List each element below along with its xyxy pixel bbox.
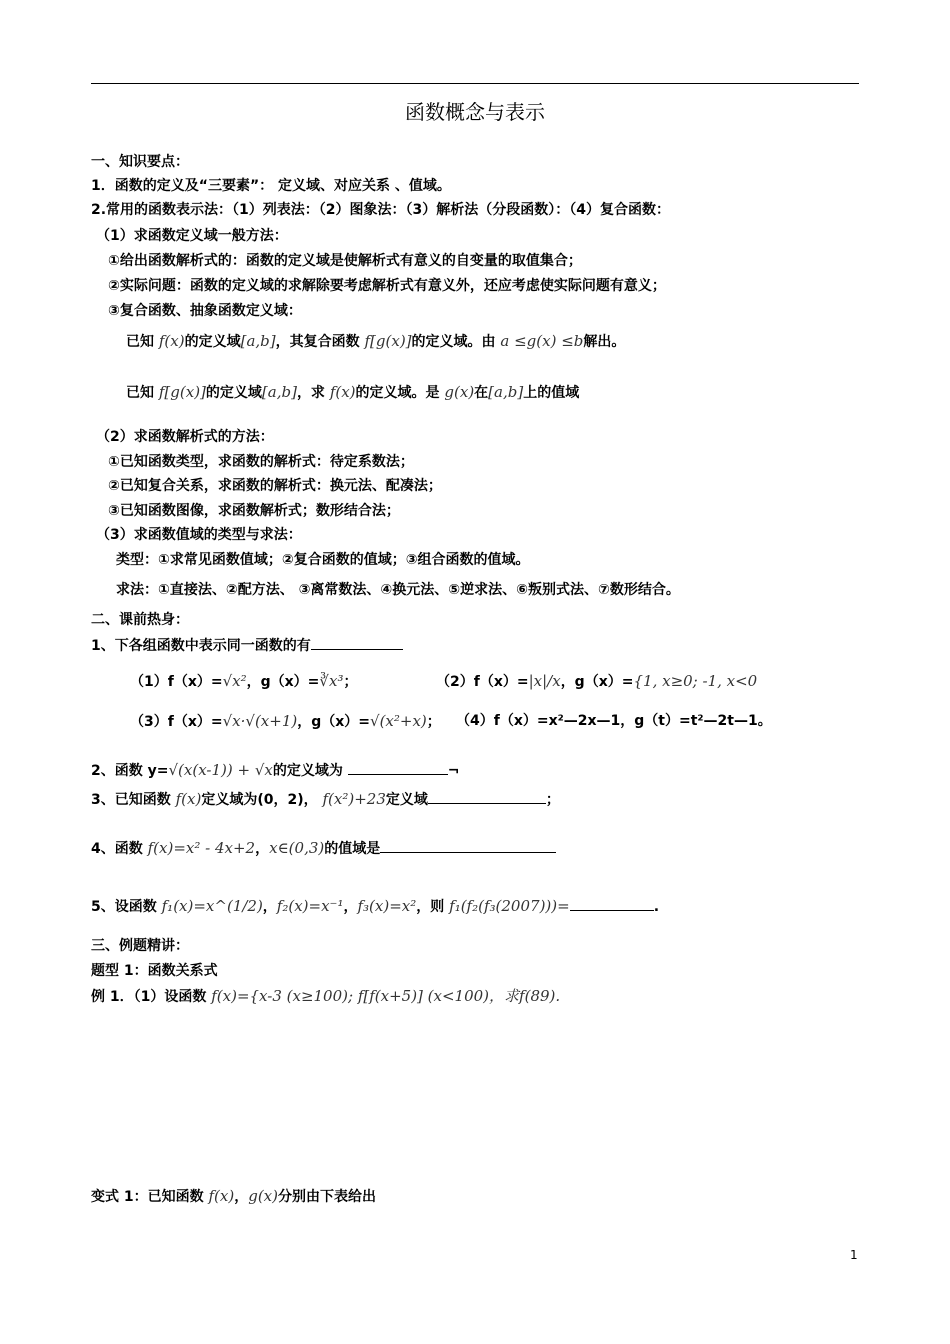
- text-segment: 已知: [126, 334, 159, 350]
- text-segment: 的定义域为: [272, 763, 348, 779]
- text-segment: 1、下各组函数中表示同一函数的有: [91, 638, 311, 654]
- text-segment: 题型 1：函数关系式: [91, 963, 218, 979]
- math-expression: √(x²+x): [370, 712, 427, 730]
- text-line-l1: [91, 152, 189, 172]
- text-line-l20: [436, 671, 757, 692]
- text-segment: 二、课前热身：: [91, 612, 189, 628]
- math-expression: g(x): [248, 1187, 278, 1205]
- text-segment: ；: [426, 714, 441, 730]
- page-title: 函数概念与表示: [405, 100, 545, 124]
- text-line-l13: [108, 501, 400, 521]
- text-segment: 的定义域: [184, 334, 241, 350]
- text-line-l28: [91, 961, 218, 981]
- math-expression: f₁(f₂(f₃(2007)))=: [449, 897, 570, 915]
- text-line-l3: [91, 200, 670, 220]
- math-expression: f(x): [208, 1187, 235, 1205]
- text-line-l27: [91, 936, 189, 956]
- text-segment: ¬: [447, 763, 460, 779]
- text-segment: 一、知识要点：: [91, 154, 189, 170]
- text-line-l18: [91, 635, 403, 656]
- text-segment: ；: [545, 792, 560, 808]
- text-line-l10: [96, 427, 274, 447]
- text-segment: 定义域为(0，2)，: [201, 792, 323, 808]
- text-line-l4: [96, 226, 288, 246]
- math-expression: [a,b]: [488, 383, 524, 401]
- math-expression: [a,b]: [261, 383, 297, 401]
- math-expression: √x·√(x+1): [222, 712, 298, 730]
- text-segment: 三、例题精讲：: [91, 938, 189, 954]
- text-segment: （3）求函数值域的类型与求法：: [96, 527, 302, 543]
- math-expression: x∈(0,3): [269, 839, 325, 857]
- math-expression: g(x): [444, 383, 475, 401]
- text-line-l21: [130, 711, 441, 732]
- answer-blank[interactable]: [428, 789, 546, 804]
- math-expression: |x|/x: [528, 672, 561, 690]
- text-segment: （2）求函数解析式的方法：: [96, 429, 274, 445]
- math-expression: f(x)=x² - 4x+2: [147, 839, 256, 857]
- text-segment: ；: [343, 674, 358, 690]
- text-line-l8: [126, 331, 625, 352]
- text-segment: 例 1．（1）设函数: [91, 989, 212, 1005]
- text-segment: ，其复合函数: [275, 334, 365, 350]
- page-number: 1: [850, 1248, 858, 1262]
- text-segment: ，g（x）=: [246, 674, 320, 690]
- text-line-l15: [116, 550, 530, 570]
- math-expression: f(x²)+23: [322, 790, 386, 808]
- text-segment: （1）f（x）=: [130, 674, 223, 690]
- text-line-l14: [96, 525, 302, 545]
- math-expression: f₂(x)=x⁻¹: [276, 897, 344, 915]
- text-line-l22: [456, 711, 772, 731]
- text-segment: 的定义域。由: [411, 334, 501, 350]
- text-segment: ，求: [296, 385, 330, 401]
- text-segment: 2、函数 y=: [91, 763, 169, 779]
- math-expression: f(x)={x-3 (x≥100); f[f(x+5)] (x<100)，求f(89).: [211, 987, 561, 1005]
- text-segment: ，g（x）=: [297, 714, 371, 730]
- text-segment: （2）f（x）=: [436, 674, 529, 690]
- math-expression: f(x): [329, 383, 356, 401]
- text-segment: ②实际问题：函数的定义域的求解除要考虑解析式有意义外，还应考虑使实际问题有意义；: [108, 278, 666, 294]
- math-expression: [a,b]: [240, 332, 276, 350]
- text-segment: ，: [255, 841, 270, 857]
- text-segment: ，则: [416, 899, 450, 915]
- math-expression: ∛x³: [319, 672, 344, 690]
- text-segment: 分别由下表给出: [277, 1189, 376, 1205]
- text-segment: ③复合函数、抽象函数定义域：: [108, 303, 302, 319]
- text-line-l30: [91, 1186, 376, 1207]
- math-expression: {1, x≥0; -1, x<0: [633, 672, 758, 690]
- math-expression: √(x(x-1)) + √x: [168, 761, 273, 779]
- text-segment: （4）f（x）=x²—2x—1，g（t）=t²—2t—1。: [456, 713, 772, 729]
- text-segment: ，: [234, 1189, 249, 1205]
- text-line-l23: [91, 760, 459, 781]
- answer-blank[interactable]: [311, 635, 403, 650]
- text-segment: 类型：①求常见函数值域；②复合函数的值域；③组合函数的值域。: [116, 552, 530, 568]
- answer-blank[interactable]: [570, 896, 654, 911]
- text-segment: ，: [343, 899, 358, 915]
- text-line-l29: [91, 986, 560, 1007]
- text-segment: 解出。: [583, 334, 626, 350]
- text-line-l25: [91, 838, 556, 859]
- text-segment: 1．函数的定义及“三要素”： 定义域、对应关系 、值域。: [91, 178, 451, 194]
- text-line-l17: [91, 610, 189, 630]
- text-segment: 在: [474, 385, 489, 401]
- math-expression: √x²: [222, 672, 247, 690]
- text-segment: 的定义域。是: [355, 385, 445, 401]
- text-segment: 4、函数: [91, 841, 148, 857]
- answer-blank[interactable]: [380, 838, 556, 853]
- math-expression: f[g(x)]: [364, 332, 412, 350]
- text-segment: 求法：①直接法、②配方法、 ③离常数法、④换元法、⑤逆求法、⑥叛别式法、⑦数形结合。: [116, 582, 680, 598]
- text-line-l16: [116, 580, 680, 600]
- answer-blank[interactable]: [348, 760, 448, 775]
- math-expression: f₃(x)=x²: [357, 897, 417, 915]
- text-segment: 2.常用的函数表示法：（1）列表法：（2）图象法：（3）解析法（分段函数）：（4）复合函数：: [91, 202, 671, 218]
- text-segment: （1）求函数定义域一般方法：: [96, 228, 288, 244]
- text-segment: ①给出函数解析式的：函数的定义域是使解析式有意义的自变量的取值集合；: [108, 253, 582, 269]
- text-line-l11: [108, 452, 414, 472]
- text-segment: ，: [262, 899, 277, 915]
- text-segment: 已知: [126, 385, 159, 401]
- math-expression: f(x): [175, 790, 202, 808]
- text-line-l24: [91, 789, 560, 810]
- text-segment: 3、已知函数: [91, 792, 176, 808]
- text-segment: ②已知复合关系，求函数的解析式：换元法、配凑法；: [108, 478, 442, 494]
- text-segment: 5、设函数: [91, 899, 162, 915]
- text-segment: .: [653, 899, 660, 915]
- text-line-l26: [91, 896, 659, 917]
- math-expression: f₁(x)=x^(1/2): [161, 897, 263, 915]
- text-line-l5: [108, 251, 582, 271]
- math-expression: a ≤g(x) ≤b: [500, 332, 584, 350]
- text-segment: 定义域: [385, 792, 428, 808]
- text-segment: （3）f（x）=: [130, 714, 223, 730]
- header-rule: [91, 83, 859, 84]
- text-segment: ，g（x）=: [560, 674, 634, 690]
- math-expression: f[g(x)]: [158, 383, 206, 401]
- math-expression: f(x): [158, 332, 185, 350]
- text-line-l2: [91, 176, 451, 196]
- text-line-l19: [130, 671, 357, 692]
- text-segment: 的值域是: [324, 841, 381, 857]
- text-line-l7: [108, 301, 302, 321]
- text-segment: 变式 1：已知函数: [91, 1189, 209, 1205]
- text-segment: ①已知函数类型，求函数的解析式：待定系数法；: [108, 454, 414, 470]
- text-line-l12: [108, 476, 442, 496]
- text-line-l6: [108, 276, 666, 296]
- text-segment: 上的值域: [523, 385, 580, 401]
- text-segment: ③已知函数图像，求函数解析式；数形结合法；: [108, 503, 400, 519]
- text-segment: 的定义域: [205, 385, 262, 401]
- text-line-l9: [126, 382, 579, 403]
